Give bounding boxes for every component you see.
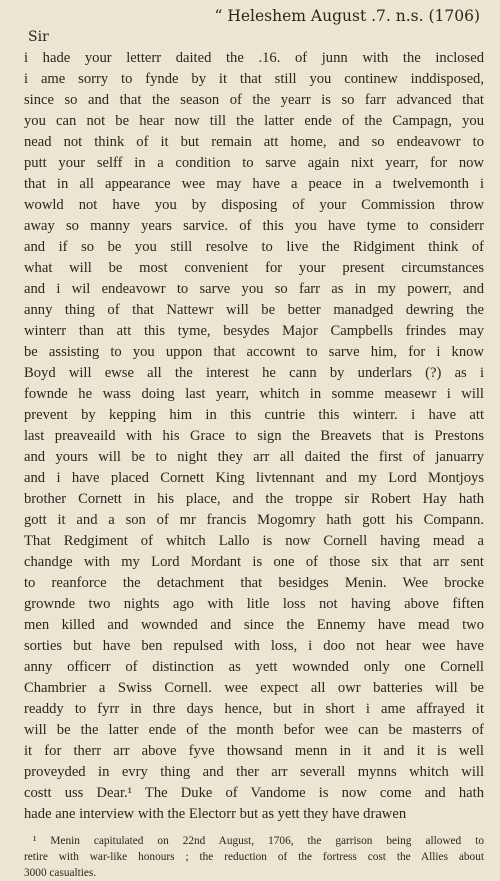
body-line: and i have placed Cornett King livtennant and my Lord Montjoys [24,470,484,486]
body-line: hade ane interview with the Electorr but as yett they have drawen [24,806,407,822]
body-line: gott it and a son of mr francis Mogomry hath gott his Compann. [24,512,484,528]
body-line: anny thing of that Nattewr will be better manadged dewring the [24,302,484,318]
body-line: sorties but have ben repulsed with loss, i doo not hear wee have [24,638,484,654]
body-line: and if so be you still resolve to live the Ridgiment think of [24,239,484,255]
body-line: putt your selff in a condition to sarve again nixt yearr, for now [24,155,484,171]
letter-heading [24,6,484,26]
body-line: nead not think of it but remain att home, and so endeavowr to [24,134,484,150]
body-line: Boyd will ewse all the interest he cann by underlars (?) as i [24,365,484,381]
body-line: since so and that the season of the yearr is so farr advanced that [24,92,484,108]
body-line: will be the latter ende of the month befor wee can be masterrs of [24,722,484,738]
body-line: men killed and wownded and since the Ennemy have mead two [24,617,484,633]
body-line: be assisting to you uppon that accownt to sarve him, for i know [24,344,484,360]
heading-text: “ Heleshem August .7. n.s. (1706) [214,7,480,25]
body-line: brother Cornett in his place, and the troppe sir Robert Hay hath [24,491,484,507]
body-line: That Redgiment of whitch Lallo is now Cornell having mead a [24,533,484,549]
body-line: Chambrier a Swiss Cornell. wee expect all owr batteries will be [24,680,484,696]
body-line: it for therr arr above fyve thowsand menn in it and it is well [24,743,484,759]
body-line: away so manny years sarvice. of this you have tyme to considerr [24,218,484,234]
body-line: wowld not have you by disposing of your Commission throw [24,197,484,213]
body-line: readdy to fyrr in thre days hence, but in short i ame affrayed it [24,701,484,717]
body-line: chandge with my Lord Mordant is one of those six that arr sent [24,554,484,570]
body-line: i ame sorry to fynde by it that still you continew inddisposed, [24,71,484,87]
body-line: anny officerr of distinction as yett wownded only one Cornell [24,659,484,675]
body-line: and i wil endeavowr to sarve you so farr as in my powerr, and [24,281,484,297]
footnote-line: retire with war-like honours ; the reduction of the fortress cost the Allies about [24,851,484,863]
body-line: fownde he wass doing last yearr, whitch in somme measewr i will [24,386,484,402]
body-line: what will be most convenient for your present circumstances [24,260,484,276]
body-line: and yours will be to night they arr all daited the first of januarry [24,449,484,465]
body-line: prevent by kepping him in this cuntrie this winterr. i have att [24,407,484,423]
body-line: to reanforce the detachment that besidges Menin. Wee brocke [24,575,484,591]
footnote-line: 3000 casualties. [24,867,97,879]
body-line: last preaveaild with his Grace to sign the Breavets that is Prestons [24,428,484,444]
footnote [24,833,484,881]
body-line: winterr than att this tyme, besydes Major Campbells frindes may [24,323,484,339]
body-line: costt uss Dear.¹ The Duke of Vandome is now come and hath [24,785,484,801]
letter-body [24,48,484,825]
body-line: grownde two nights ago with litle loss not having above fiften [24,596,484,612]
body-line: i hade your letterr daited the .16. of junn with the inclosed [24,50,484,66]
body-line: you can not be hear now till the latter ende of the Campagn, you [24,113,484,129]
salutation: Sir [28,29,49,45]
body-line: that in all appearance wee may have a peace in a twelvemonth i [24,176,484,192]
body-line: proveyded in evry thing and ther arr severall mynns whitch will [24,764,484,780]
footnote-line: ¹ Menin capitulated on 22nd August, 1706, the garrison being allowed to [33,835,484,847]
